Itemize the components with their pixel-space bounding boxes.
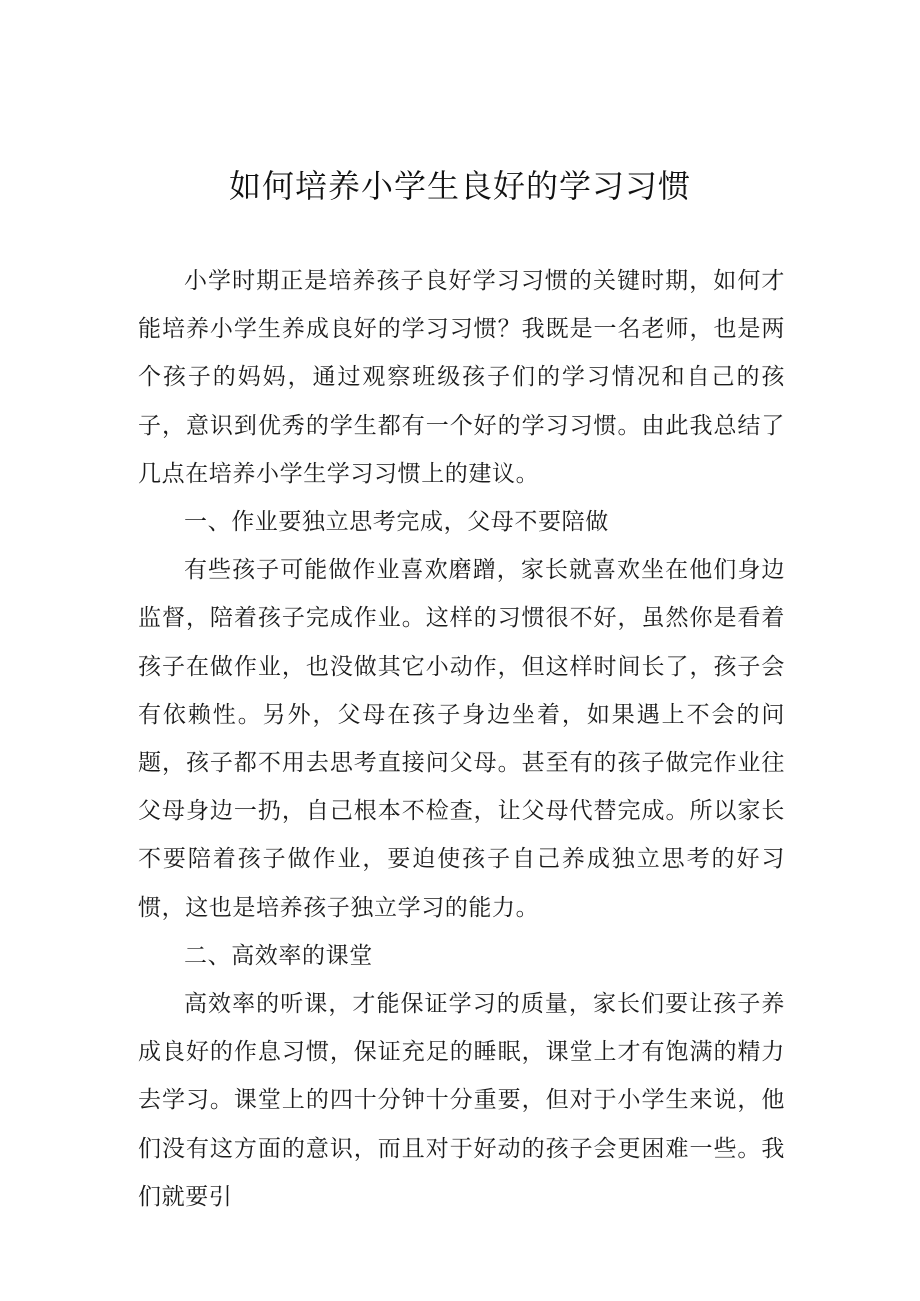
section-1-paragraph: 有些孩子可能做作业喜欢磨蹭，家长就喜欢坐在他们身边监督，陪着孩子完成作业。这样的习惯很不好，虽然你是看着孩子在做作业，也没做其它小动作，但这样时间长了，孩子会有依赖性。另外，父母在孩子身边坐着，如果遇上不会的问题，孩子都不用去思考直接问父母。甚至有的孩子做完作业往父母身边一扔，自己根本不检查，让父母代替完成。所以家长不要陪着孩子做作业，要迫使孩子自己养成独立思考的好习惯，这也是培养孩子独立学习的能力。 [138,557,785,921]
section-heading-2: 二、高效率的课堂 [184,942,373,969]
section-heading-1: 一、作业要独立思考完成，父母不要陪做 [184,509,609,536]
intro-paragraph: 小学时期正是培养孩子良好学习习惯的关键时期，如何才能培养小学生养成良好的学习习惯？我既是一名老师，也是两个孩子的妈妈，通过观察班级孩子们的学习情况和自己的孩子，意识到优秀的学生都有一个好的学习习惯。由此我总结了几点在培养小学生学习习惯上的建议。 [138,268,785,487]
section-2-paragraph: 高效率的听课，才能保证学习的质量，家长们要让孩子养成良好的作息习惯，保证充足的睡眠，课堂上才有饱满的精力去学习。课堂上的四十分钟十分重要，但对于小学生来说，他们没有这方面的意识，而且对于好动的孩子会更困难一些。我们就要引 [138,991,785,1210]
document-title: 如何培养小学生良好的学习习惯 [228,167,691,205]
document-body [138,257,785,1221]
